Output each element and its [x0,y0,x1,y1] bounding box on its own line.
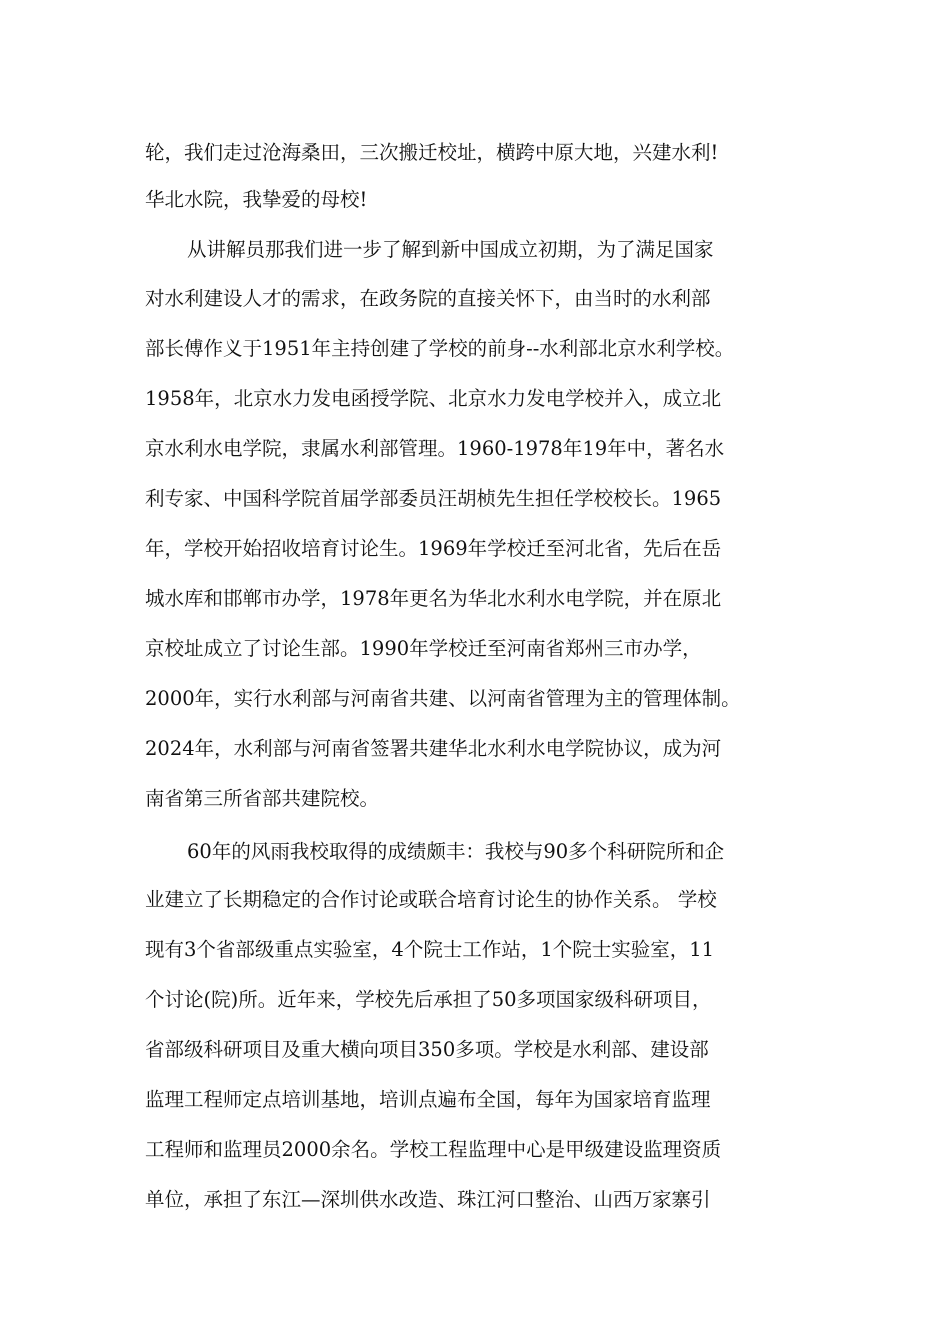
text-line: 工程师和监理员2000余名。学校工程监理中心是甲级建设监理资质 [145,1138,722,1161]
text-line: 南省第三所省部共建院校。 [145,787,380,810]
text-line: 城水库和邯郸市办学，1978年更名为华北水利水电学院，并在原北 [145,587,722,610]
text-line: 1958年，北京水力发电函授学院、北京水力发电学校并入，成立北 [145,387,722,410]
paragraph-first-line: 60年的风雨我校取得的成绩颇丰：我校与90多个科研院所和企 [187,840,725,863]
text-line: 京校址成立了讨论生部。1990年学校迁至河南省郑州三市办学， [145,637,702,660]
text-line: 2024年，水利部与河南省签署共建华北水利水电学院协议，成为河 [145,737,722,760]
text-line: 2000年，实行水利部与河南省共建、以河南省管理为主的管理体制。 [145,687,741,710]
text-line: 个讨论(院)所。近年来，学校先后承担了50多项国家级科研项目， [145,988,712,1011]
text-line: 监理工程师定点培训基地，培训点遍布全国，每年为国家培育监理 [145,1088,711,1111]
text-line: 对水利建设人才的需求，在政务院的直接关怀下，由当时的水利部 [145,287,711,310]
text-line: 部长傅作义于1951年主持创建了学校的前身--水利部北京水利学校。 [145,337,735,360]
text-line: 业建立了长期稳定的合作讨论或联合培育讨论生的协作关系。 学校 [145,888,717,911]
text-line: 单位，承担了东江—深圳供水改造、珠江河口整治、山西万家寨引 [145,1188,711,1211]
text-line: 利专家、中国科学院首届学部委员汪胡桢先生担任学校校长。1965 [145,487,722,510]
text-line: 华北水院，我挚爱的母校! [145,188,368,211]
text-line: 省部级科研项目及重大横向项目350多项。学校是水利部、建设部 [145,1038,709,1061]
text-line: 轮，我们走过沧海桑田，三次搬迁校址，横跨中原大地，兴建水利! [145,141,719,164]
text-line: 年，学校开始招收培育讨论生。1969年学校迁至河北省，先后在岳 [145,537,722,560]
paragraph-first-line: 从讲解员那我们进一步了解到新中国成立初期，为了满足国家 [187,238,714,261]
text-line: 现有3个省部级重点实验室，4个院士工作站，1个院士实验室，11 [145,938,715,961]
text-line: 京水利水电学院，隶属水利部管理。1960-1978年19年中，著名水 [145,437,725,460]
